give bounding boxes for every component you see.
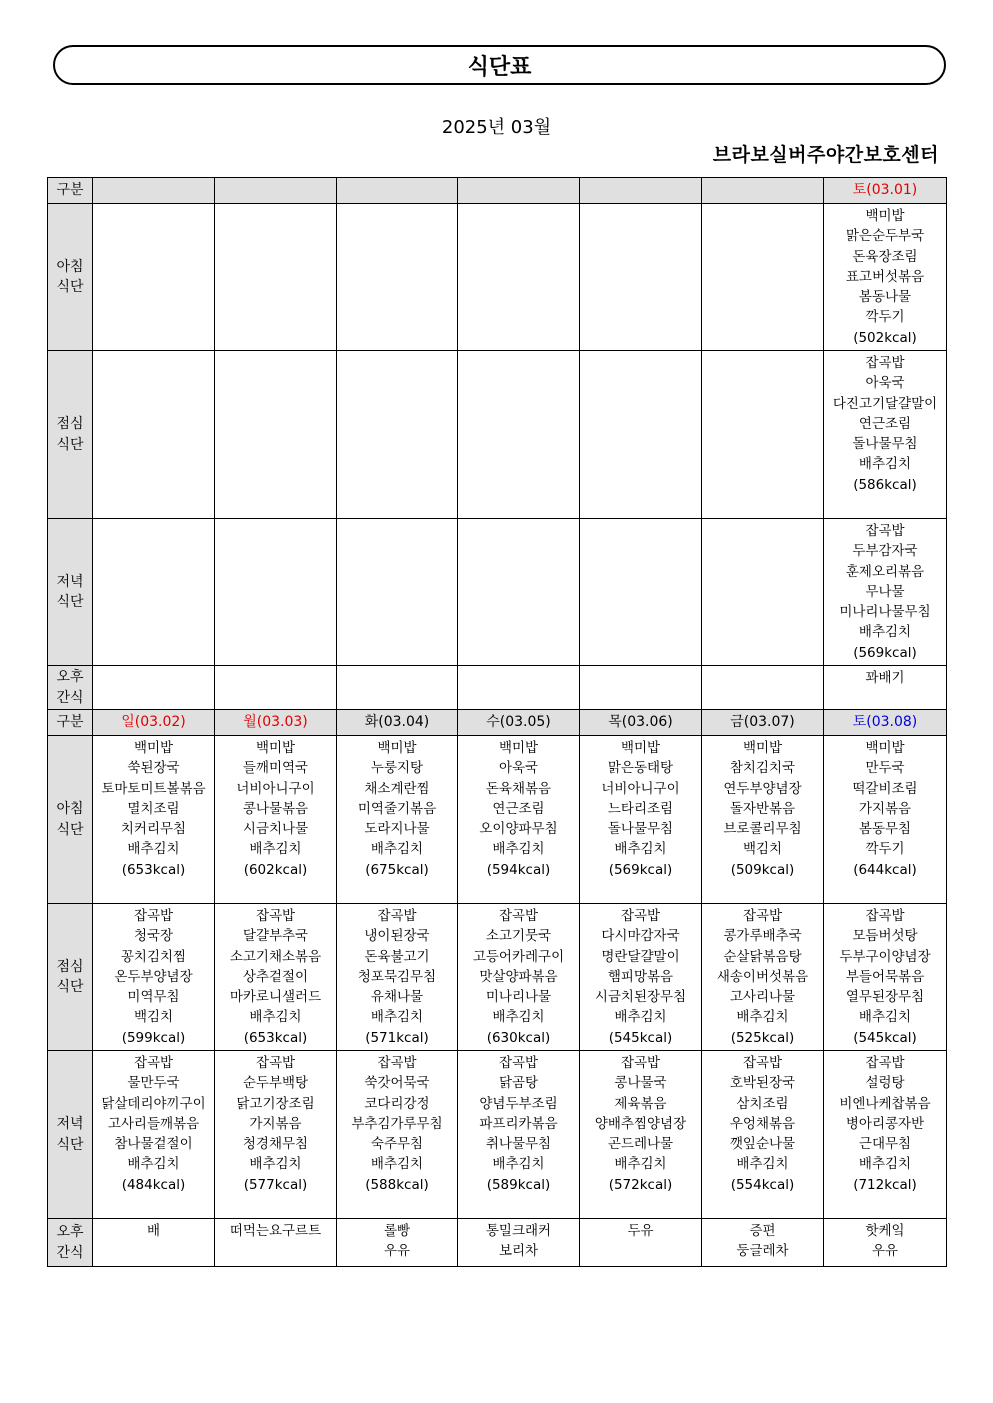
menu-item: 잡곡밥 <box>133 908 174 924</box>
row-label-text: 식단 <box>56 821 84 838</box>
menu-item: (569kcal) <box>608 861 673 878</box>
menu-item: 쑥된장국 <box>127 760 180 777</box>
menu-item: 통밀크래커 <box>485 1223 552 1239</box>
menu-item: 배추김치 <box>249 1156 302 1173</box>
menu-item: 시금치나물 <box>242 821 309 838</box>
menu-item: 청경채무침 <box>242 1136 309 1153</box>
menu-item: (545kcal) <box>853 1029 917 1046</box>
menu-item: 롤빵 <box>383 1223 411 1239</box>
lunch-cell <box>337 351 458 519</box>
row-label-text: 아침 <box>56 258 84 275</box>
menu-item: 누룽지탕 <box>370 760 424 777</box>
lunch-cell <box>93 904 215 1051</box>
menu-item: 배추김치 <box>858 456 912 473</box>
menu-item: 상추겉절이 <box>242 968 309 985</box>
row-label-text: 오후 <box>56 1224 84 1241</box>
day-header: 토(03.08) <box>824 710 947 736</box>
menu-item: (644kcal) <box>853 861 917 878</box>
snack-cell <box>93 666 215 710</box>
center-name: 브라보실버주야간보호센터 <box>712 144 939 166</box>
menu-item: 잡곡밥 <box>255 1055 296 1071</box>
menu-item: 양배추찜양념장 <box>594 1115 687 1132</box>
menu-item: 소고기채소볶음 <box>229 948 322 965</box>
lunch-cell <box>702 904 824 1051</box>
menu-item: 배추김치 <box>127 841 180 858</box>
menu-item: 우유 <box>383 1243 411 1260</box>
menu-item: 삼치조림 <box>736 1095 789 1112</box>
row-label-text: 점심 <box>56 958 84 975</box>
menu-item: 호박된장국 <box>729 1075 796 1092</box>
dinner-cell <box>337 1051 458 1219</box>
row-label-text: 점심 <box>56 416 84 433</box>
row-label-text: 오후 <box>56 669 84 686</box>
menu-item: (502kcal) <box>853 329 917 346</box>
menu-item: 다시마감자국 <box>601 928 680 945</box>
menu-item: 비엔나케찹볶음 <box>839 1095 931 1112</box>
menu-item: (484kcal) <box>121 1176 186 1193</box>
dinner-cell <box>458 519 580 666</box>
breakfast-label <box>48 736 93 904</box>
breakfast-cell <box>580 204 702 351</box>
menu-item: 돈육장조림 <box>852 248 918 265</box>
lunch-cell <box>458 904 580 1051</box>
menu-item: 치커리무침 <box>120 821 187 838</box>
menu-item: 콩나물볶음 <box>242 800 309 817</box>
menu-item: 아욱국 <box>865 375 905 392</box>
dinner-cell <box>702 519 824 666</box>
breakfast-cell <box>93 204 215 351</box>
snack-cell <box>824 1219 947 1267</box>
menu-item: 양념두부조림 <box>479 1095 558 1112</box>
menu-item: 유채나물 <box>370 989 424 1006</box>
snack-cell <box>215 1219 337 1267</box>
menu-item: 설렁탕 <box>865 1075 905 1092</box>
menu-item: 고사리나물 <box>729 989 796 1006</box>
menu-item: 잡곡밥 <box>377 1055 417 1071</box>
menu-item: (569kcal) <box>853 644 917 661</box>
snack-cell <box>702 1219 824 1267</box>
day-header <box>337 178 458 204</box>
day-header-row <box>48 178 947 204</box>
menu-item: 꽁치김치찜 <box>120 948 187 965</box>
row-label-text: 저녁 <box>56 573 84 590</box>
menu-item: 콩나물국 <box>614 1075 667 1092</box>
lunch-cell <box>337 904 458 1051</box>
month-label: 2025년 03월 <box>441 117 552 138</box>
menu-item: 잡곡밥 <box>620 908 661 924</box>
menu-item: 배추김치 <box>370 1009 424 1026</box>
menu-item: 부들어묵볶음 <box>845 968 925 985</box>
header-label: 구분 <box>48 710 93 736</box>
snack-cell <box>458 1219 580 1267</box>
menu-item: 배추김치 <box>492 841 545 858</box>
menu-item: 우엉채볶음 <box>729 1115 796 1132</box>
menu-item: 둥글레차 <box>736 1243 789 1260</box>
menu-item: 마카로니샐러드 <box>229 989 322 1006</box>
dinner-cell <box>824 519 947 666</box>
breakfast-label <box>48 204 93 351</box>
menu-item: 표고버섯볶음 <box>845 268 925 285</box>
dinner-cell <box>93 519 215 666</box>
breakfast-cell <box>337 736 458 904</box>
menu-item: 너비아니구이 <box>236 780 315 797</box>
menu-item: 미나리나물무침 <box>839 604 931 621</box>
dinner-cell <box>458 1051 580 1219</box>
menu-item: (572kcal) <box>608 1176 673 1193</box>
header-label: 구분 <box>48 178 93 204</box>
menu-item: 보리차 <box>498 1243 539 1260</box>
dinner-cell <box>580 519 702 666</box>
menu-item: (594kcal) <box>486 861 551 878</box>
menu-item: 배추김치 <box>858 1009 912 1026</box>
menu-item: 닭살데리야끼구이 <box>101 1095 206 1112</box>
menu-item: (525kcal) <box>730 1029 795 1046</box>
menu-item: 두유 <box>627 1223 654 1239</box>
breakfast-cell <box>458 736 580 904</box>
menu-item: 봄동무침 <box>858 821 912 838</box>
day-header: 일(03.02) <box>93 710 215 736</box>
lunch-label <box>48 351 93 519</box>
menu-item: 두부구이양념장 <box>839 948 931 965</box>
breakfast-cell <box>580 736 702 904</box>
dinner-cell <box>702 1051 824 1219</box>
menu-item: (653kcal) <box>121 861 186 878</box>
menu-item: 배추김치 <box>858 624 912 641</box>
menu-item: 떠먹는요구르트 <box>229 1223 322 1239</box>
menu-item: 느타리조림 <box>607 800 674 817</box>
menu-item: 잡곡밥 <box>133 1055 174 1071</box>
breakfast-cell <box>215 204 337 351</box>
snack-cell <box>215 666 337 710</box>
snack-row <box>48 1219 947 1267</box>
menu-item: 배추김치 <box>492 1156 545 1173</box>
menu-item: 청포묵김무침 <box>357 968 437 985</box>
menu-item: 백미밥 <box>865 740 905 756</box>
lunch-cell <box>702 351 824 519</box>
row-label-text: 식단 <box>56 1136 84 1153</box>
day-header: 수(03.05) <box>458 710 580 736</box>
menu-item: 깻잎순나물 <box>729 1136 796 1153</box>
menu-item: (599kcal) <box>121 1029 186 1046</box>
menu-item: 들깨미역국 <box>242 760 309 777</box>
menu-item: 온두부양념장 <box>114 968 193 985</box>
menu-item: 배추김치 <box>858 1156 912 1173</box>
menu-item: 꽈배기 <box>865 670 905 686</box>
day-header: 화(03.04) <box>337 710 458 736</box>
menu-item: 배추김치 <box>614 841 667 858</box>
menu-item: 백미밥 <box>255 740 296 756</box>
snack-cell <box>580 1219 702 1267</box>
breakfast-cell <box>337 204 458 351</box>
menu-item: 도라지나물 <box>364 821 430 838</box>
menu-item: 깍두기 <box>865 309 905 326</box>
menu-item: 배추김치 <box>127 1156 180 1173</box>
menu-item: 병아리콩자반 <box>845 1115 925 1132</box>
menu-item: 취나물무침 <box>485 1136 552 1153</box>
menu-item: 배추김치 <box>249 1009 302 1026</box>
breakfast-row <box>48 736 947 904</box>
menu-item: (509kcal) <box>730 861 795 878</box>
menu-item: (712kcal) <box>853 1176 917 1193</box>
menu-item: 잡곡밥 <box>742 908 783 924</box>
menu-item: 백김치 <box>133 1009 174 1026</box>
menu-item: 순살닭볶음탕 <box>723 948 802 965</box>
breakfast-cell <box>702 204 824 351</box>
lunch-row <box>48 904 947 1051</box>
menu-item: 연근조림 <box>858 415 912 432</box>
menu-item: 백미밥 <box>620 740 661 756</box>
row-label-text: 식단 <box>56 979 84 995</box>
breakfast-cell <box>824 736 947 904</box>
dinner-cell <box>93 1051 215 1219</box>
lunch-cell <box>824 904 947 1051</box>
menu-item: 우유 <box>871 1243 899 1260</box>
dinner-cell <box>337 519 458 666</box>
menu-item: 봄동나물 <box>858 289 912 306</box>
menu-item: 참나물겉절이 <box>114 1136 193 1153</box>
menu-item: 오이양파무침 <box>479 821 558 838</box>
day-header: 토(03.01) <box>824 178 947 204</box>
menu-item: (545kcal) <box>608 1029 673 1046</box>
menu-item: 백미밥 <box>742 740 783 756</box>
menu-item: 연근조림 <box>492 800 545 817</box>
row-label-text: 식단 <box>56 594 84 610</box>
dinner-label <box>48 519 93 666</box>
menu-item: (571kcal) <box>365 1029 429 1046</box>
dinner-cell <box>580 1051 702 1219</box>
menu-item: (653kcal) <box>243 1029 308 1046</box>
row-label-text: 식단 <box>56 436 84 453</box>
menu-item: 돌나물무침 <box>852 436 918 453</box>
snack-cell <box>337 1219 458 1267</box>
menu-item: 잡곡밥 <box>865 523 905 539</box>
snack-label <box>48 666 93 710</box>
lunch-cell <box>824 351 947 519</box>
menu-item: 달걀부추국 <box>242 928 309 945</box>
menu-item: 잡곡밥 <box>865 908 905 924</box>
menu-item: 백미밥 <box>865 208 905 224</box>
breakfast-cell <box>215 736 337 904</box>
menu-item: 핫케잌 <box>865 1223 905 1239</box>
menu-item: 맛살양파볶음 <box>479 968 558 985</box>
day-header <box>702 178 824 204</box>
menu-item: 백김치 <box>742 841 783 858</box>
menu-item: 돈육불고기 <box>364 948 430 965</box>
menu-item: 냉이된장국 <box>364 928 430 945</box>
menu-item: 가지볶음 <box>858 800 912 817</box>
menu-item: 순두부백탕 <box>242 1075 309 1092</box>
menu-item: 고등어카레구이 <box>472 948 565 965</box>
menu-item: 닭곰탕 <box>498 1075 539 1092</box>
menu-item: 명란달걀말이 <box>601 948 680 965</box>
lunch-cell <box>93 351 215 519</box>
breakfast-cell <box>824 204 947 351</box>
menu-item: 미역무침 <box>127 989 180 1006</box>
menu-item: 잡곡밥 <box>498 908 539 924</box>
lunch-cell <box>215 904 337 1051</box>
menu-item: 숙주무침 <box>370 1136 424 1153</box>
menu-item: (577kcal) <box>243 1176 308 1193</box>
menu-item: 물만두국 <box>127 1075 180 1092</box>
menu-item: 백미밥 <box>498 740 539 756</box>
menu-item: 맑은동태탕 <box>607 760 674 777</box>
snack-cell <box>702 666 824 710</box>
menu-item: 닭고기장조림 <box>236 1095 315 1112</box>
menu-item: 잡곡밥 <box>498 1055 539 1071</box>
menu-item: 떡갈비조림 <box>852 780 918 797</box>
day-header: 월(03.03) <box>215 710 337 736</box>
snack-cell <box>458 666 580 710</box>
row-label-text: 저녁 <box>56 1116 84 1133</box>
dinner-cell <box>215 1051 337 1219</box>
lunch-cell <box>215 351 337 519</box>
menu-item: (675kcal) <box>365 861 429 878</box>
row-label-text: 간식 <box>56 689 84 706</box>
lunch-row <box>48 351 947 519</box>
menu-item: 멸치조림 <box>127 800 180 817</box>
menu-item: 다진고기달걀말이 <box>832 395 938 412</box>
menu-item: 쑥갓어묵국 <box>364 1075 430 1092</box>
menu-item: 만두국 <box>865 760 905 777</box>
menu-item: 잡곡밥 <box>865 1055 905 1071</box>
menu-item: 미나리나물 <box>485 989 552 1006</box>
menu-item: 증편 <box>749 1223 776 1239</box>
breakfast-row <box>48 204 947 351</box>
menu-item: 배추김치 <box>370 1156 424 1173</box>
dinner-label <box>48 1051 93 1219</box>
menu-item: 토마토미트볼볶음 <box>101 780 206 797</box>
snack-cell <box>337 666 458 710</box>
snack-row <box>48 666 947 710</box>
menu-item: 훈제오리볶음 <box>845 563 925 580</box>
menu-item: 잡곡밥 <box>865 355 905 371</box>
menu-item: 연두부양념장 <box>723 780 802 797</box>
menu-item: 콩가루배추국 <box>723 928 802 945</box>
day-header-row <box>48 710 947 736</box>
menu-item: 배추김치 <box>614 1156 667 1173</box>
dinner-row <box>48 1051 947 1219</box>
menu-item: 참치김치국 <box>729 760 796 777</box>
menu-item: (554kcal) <box>730 1176 795 1193</box>
row-label-text: 아침 <box>56 801 84 818</box>
menu-item: 브로콜리무침 <box>723 821 802 838</box>
menu-item: 부추김가루무침 <box>351 1115 443 1132</box>
page-title: 식단표 <box>53 45 946 85</box>
menu-item: 가지볶음 <box>249 1115 302 1132</box>
breakfast-cell <box>458 204 580 351</box>
menu-item: 돌자반볶음 <box>729 800 796 817</box>
row-label-text: 식단 <box>56 279 84 295</box>
day-header <box>458 178 580 204</box>
menu-item: 청국장 <box>133 928 174 945</box>
day-header <box>93 178 215 204</box>
menu-item: (602kcal) <box>243 861 308 878</box>
dinner-cell <box>824 1051 947 1219</box>
dinner-row <box>48 519 947 666</box>
menu-item: 잡곡밥 <box>255 908 296 924</box>
menu-item: 배추김치 <box>249 841 302 858</box>
menu-item: 돌나물무침 <box>607 821 674 838</box>
menu-item: 맑은순두부국 <box>845 228 925 245</box>
menu-table <box>47 177 947 1267</box>
snack-label <box>48 1219 93 1267</box>
day-header: 목(03.06) <box>580 710 702 736</box>
menu-item: 배추김치 <box>736 1009 789 1026</box>
menu-item: 잡곡밥 <box>377 908 417 924</box>
menu-item: 배 <box>146 1223 161 1239</box>
menu-item: 무나물 <box>865 583 905 600</box>
menu-item: 백미밥 <box>133 740 174 756</box>
menu-item: 고사리들깨볶음 <box>107 1115 200 1132</box>
day-header: 금(03.07) <box>702 710 824 736</box>
menu-item: 미역줄기볶음 <box>357 800 437 817</box>
day-header <box>580 178 702 204</box>
menu-item: (589kcal) <box>486 1176 551 1193</box>
menu-item: 채소계란찜 <box>364 780 430 797</box>
row-label-text: 간식 <box>56 1244 84 1261</box>
lunch-cell <box>458 351 580 519</box>
menu-item: 햄피망볶음 <box>607 968 674 985</box>
lunch-cell <box>580 904 702 1051</box>
menu-item: 배추김치 <box>492 1009 545 1026</box>
menu-item: 모듬버섯탕 <box>852 928 918 945</box>
snack-cell <box>580 666 702 710</box>
dinner-cell <box>215 519 337 666</box>
menu-item: 아욱국 <box>498 760 539 777</box>
menu-item: 새송이버섯볶음 <box>716 968 809 985</box>
menu-item: 너비아니구이 <box>601 780 680 797</box>
lunch-label <box>48 904 93 1051</box>
lunch-cell <box>580 351 702 519</box>
snack-cell <box>93 1219 215 1267</box>
menu-item: 돈육채볶음 <box>485 780 552 797</box>
breakfast-cell <box>702 736 824 904</box>
menu-item: 백미밥 <box>377 740 417 756</box>
menu-item: 깍두기 <box>865 841 905 858</box>
menu-item: 잡곡밥 <box>620 1055 661 1071</box>
menu-item: 열무된장무침 <box>845 989 925 1006</box>
menu-item: 소고기뭇국 <box>485 928 552 945</box>
menu-item: 잡곡밥 <box>742 1055 783 1071</box>
breakfast-cell <box>93 736 215 904</box>
menu-item: (586kcal) <box>853 476 917 493</box>
menu-item: 근대무침 <box>858 1136 912 1153</box>
menu-item: 배추김치 <box>736 1156 789 1173</box>
menu-item: (630kcal) <box>486 1029 551 1046</box>
menu-item: 곤드레나물 <box>607 1136 674 1153</box>
day-header <box>215 178 337 204</box>
menu-item: (588kcal) <box>365 1176 429 1193</box>
menu-item: 코다리강정 <box>364 1095 430 1112</box>
menu-item: 배추김치 <box>370 841 424 858</box>
snack-cell <box>824 666 947 710</box>
menu-item: 파프리카볶음 <box>479 1115 558 1132</box>
menu-item: 배추김치 <box>614 1009 667 1026</box>
menu-item: 두부감자국 <box>852 543 918 560</box>
menu-item: 제육볶음 <box>614 1095 667 1112</box>
menu-item: 시금치된장무침 <box>594 989 687 1006</box>
